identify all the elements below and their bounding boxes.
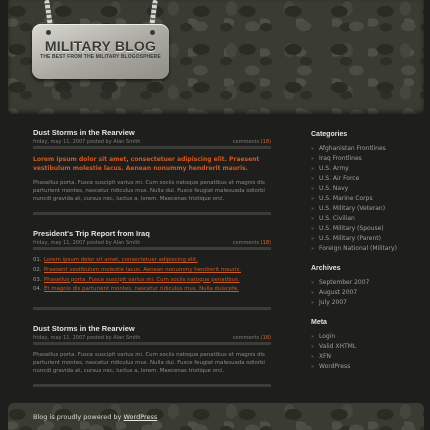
sidebar-item-label[interactable]: U.S. Army — [319, 165, 349, 172]
sidebar-item-label[interactable]: U.S. Military (Spouse) — [319, 225, 384, 232]
tag-hole-icon — [150, 30, 155, 35]
main-content — [33, 128, 271, 401]
post-title[interactable]: Dust Storms in the Rearview — [33, 324, 135, 334]
double-chevron-icon: » — [311, 156, 315, 162]
sidebar-item-us-air-force[interactable] — [311, 174, 421, 184]
list-link[interactable]: Praesent vestibulum molestie lacus. Aenean nonummy hendrerit mauris. — [44, 266, 241, 273]
footer-text: Blog is proudly powered by — [33, 413, 122, 421]
post — [33, 229, 271, 295]
comments-link[interactable] — [233, 239, 271, 247]
double-chevron-icon: » — [311, 166, 315, 172]
archive-item-label[interactable]: July 2007 — [319, 299, 347, 306]
post-divider — [33, 384, 271, 387]
meta-heading: Meta — [311, 319, 327, 326]
double-chevron-icon: » — [311, 196, 315, 202]
comments-count[interactable]: (18) — [260, 139, 271, 145]
list-link[interactable]: Phasellus porta. Fusce suscipit varius mi. Cum sociis natoque penatibus. — [44, 276, 240, 283]
sidebar-item-us-military-spouse[interactable] — [311, 224, 421, 234]
list-item — [33, 266, 271, 276]
double-chevron-icon: » — [311, 176, 315, 182]
sidebar-item-label[interactable]: U.S. Civilian — [319, 215, 355, 222]
double-chevron-icon: » — [311, 280, 315, 286]
sidebar-item-label[interactable]: U.S. Marine Corps — [319, 195, 373, 202]
sidebar-item-label[interactable]: Afghanistan Frontlines — [319, 145, 386, 152]
post-meta — [33, 138, 271, 149]
post — [33, 324, 271, 375]
list-item — [33, 276, 271, 286]
sidebar-item-afghanistan-frontlines[interactable] — [311, 144, 421, 154]
double-chevron-icon: » — [311, 226, 315, 232]
meta-item-label[interactable]: Valid XHTML — [319, 343, 357, 350]
sidebar-item-us-civilian[interactable] — [311, 214, 421, 224]
double-chevron-icon: » — [311, 246, 315, 252]
categories-list — [311, 144, 421, 254]
double-chevron-icon: » — [311, 334, 315, 340]
sidebar-item-label[interactable]: U.S. Military (Parent) — [319, 235, 381, 242]
comments-link[interactable] — [233, 334, 271, 342]
categories-heading: Categories — [311, 131, 348, 138]
site-tagline: THE BEST FROM THE MILITARY BLOGOSPHERE — [40, 54, 161, 60]
post-link-list — [33, 256, 271, 295]
archive-item-label[interactable]: September 2007 — [319, 279, 370, 286]
chain-right-decoration — [149, 0, 158, 26]
sidebar-item-label[interactable]: Foreign National (Military) — [319, 245, 397, 252]
double-chevron-icon: » — [311, 206, 315, 212]
post-title[interactable]: Dust Storms in the Rearview — [33, 128, 135, 137]
double-chevron-icon: » — [311, 236, 315, 242]
double-chevron-icon: » — [311, 290, 315, 296]
meta-item-valid-xhtml[interactable] — [311, 342, 421, 352]
archive-item-label[interactable]: August 2007 — [319, 289, 358, 296]
double-chevron-icon: » — [311, 186, 315, 192]
archives-heading: Archives — [311, 265, 341, 272]
sidebar-item-label[interactable]: U.S. Navy — [319, 185, 349, 192]
post — [33, 128, 271, 203]
sidebar-item-label[interactable]: U.S. Air Force — [319, 175, 360, 182]
list-number: 04. — [33, 286, 42, 293]
double-chevron-icon: » — [311, 216, 315, 222]
double-chevron-icon: » — [311, 344, 315, 350]
post-divider — [33, 307, 271, 310]
sidebar-item-foreign-national[interactable] — [311, 244, 421, 254]
comments-count[interactable]: (18) — [260, 240, 271, 246]
list-item — [33, 256, 271, 266]
list-link[interactable]: Et magnis dis parturient montes, nascetur ridiculus mus. Nulla duiscefe. — [44, 286, 239, 293]
sidebar-item-us-military-veteran[interactable] — [311, 204, 421, 214]
site-title[interactable]: MILITARY BLOG — [44, 38, 157, 54]
post-date-author: friday, may 11, 2007 posted by Alan Smith — [33, 139, 141, 145]
post-divider — [33, 212, 271, 215]
sidebar-item-us-marine-corps[interactable] — [311, 194, 421, 204]
sidebar — [311, 130, 421, 372]
sidebar-item-label[interactable]: Iraq Frontlines — [319, 155, 362, 162]
double-chevron-icon: » — [311, 300, 315, 306]
comments-label[interactable]: comments — [232, 335, 260, 342]
meta-item-label[interactable]: WordPress — [319, 363, 351, 370]
archive-item-july-2007[interactable] — [311, 298, 421, 308]
site-footer — [8, 403, 424, 430]
list-link[interactable]: Lorem ipsum dolor sit amet, consectetuer adipiscing elit. — [44, 257, 198, 263]
footer-wordpress-link[interactable]: WordPress — [123, 413, 158, 421]
post-meta — [33, 334, 271, 345]
sidebar-item-us-army[interactable] — [311, 164, 421, 174]
meta-item-xfn[interactable] — [311, 352, 421, 362]
sidebar-item-label[interactable]: U.S. Military (Veteran) — [319, 205, 386, 212]
archive-item-august-2007[interactable] — [311, 288, 421, 298]
list-item — [33, 285, 271, 295]
archive-item-september-2007[interactable] — [311, 278, 421, 288]
post-title[interactable]: President's Trip Report from Iraq — [33, 229, 150, 238]
list-number: 01. — [33, 257, 42, 263]
site-header — [8, 0, 424, 114]
archives-list — [311, 278, 421, 308]
meta-list — [311, 332, 421, 372]
post-body: Phasellus porta. Fusce suscipit varius mi. Cum sociis natoque penatibus et magnis dis parturient montes, nascetur ridiculus mus. Nulla dui. Fusce feugiat malesuada odiorbi nuncdi gravida at, cursus nec, luctus a, lorem. Maecenas tristique orci. — [33, 352, 265, 375]
tag-hole-icon — [46, 30, 51, 35]
footer-credit — [33, 413, 157, 421]
double-chevron-icon: » — [311, 364, 315, 370]
double-chevron-icon: » — [311, 146, 315, 152]
meta-item-wordpress[interactable] — [311, 362, 421, 372]
double-chevron-icon: » — [311, 354, 315, 360]
post-meta — [33, 239, 271, 250]
sidebar-item-iraq-frontlines[interactable] — [311, 154, 421, 164]
list-number: 02. — [33, 266, 42, 273]
comments-label[interactable]: comments — [232, 240, 260, 246]
comments-link[interactable] — [233, 138, 271, 146]
list-number: 03. — [33, 276, 42, 283]
post-lead: Lorem ipsum dolor sit amet, consectetuer adipiscing elit. Praesent vestibulum molestie lacus. Aenean nonummy hendrerit mauris. — [33, 156, 260, 172]
post-body: Phasellus porta. Fusce suscipit varius mi. Cum sociis natoque penatibus et magnis dis parturient montes, nascetur ridiculus mus. Nulla dui. Fusce feugiat malesuada odiorbi nuncdi gravida at, cursus nec, luctus a, lorem. Maecenas tristique orci. — [33, 180, 265, 202]
comments-label[interactable]: comments — [232, 139, 260, 145]
meta-item-login[interactable] — [311, 332, 421, 342]
sidebar-item-us-military-parent[interactable] — [311, 234, 421, 244]
post-date-author: friday, may 11, 2007 posted by Alan Smith — [33, 240, 141, 246]
chain-left-decoration — [44, 0, 53, 26]
dog-tag-logo[interactable] — [32, 24, 169, 79]
post-date-author: friday, may 11, 2007 posted by Alan Smith — [33, 335, 141, 342]
meta-item-label[interactable]: XFN — [319, 353, 332, 360]
meta-item-label[interactable]: Login — [319, 333, 336, 340]
comments-count[interactable]: (18) — [260, 335, 271, 342]
sidebar-item-us-navy[interactable] — [311, 184, 421, 194]
